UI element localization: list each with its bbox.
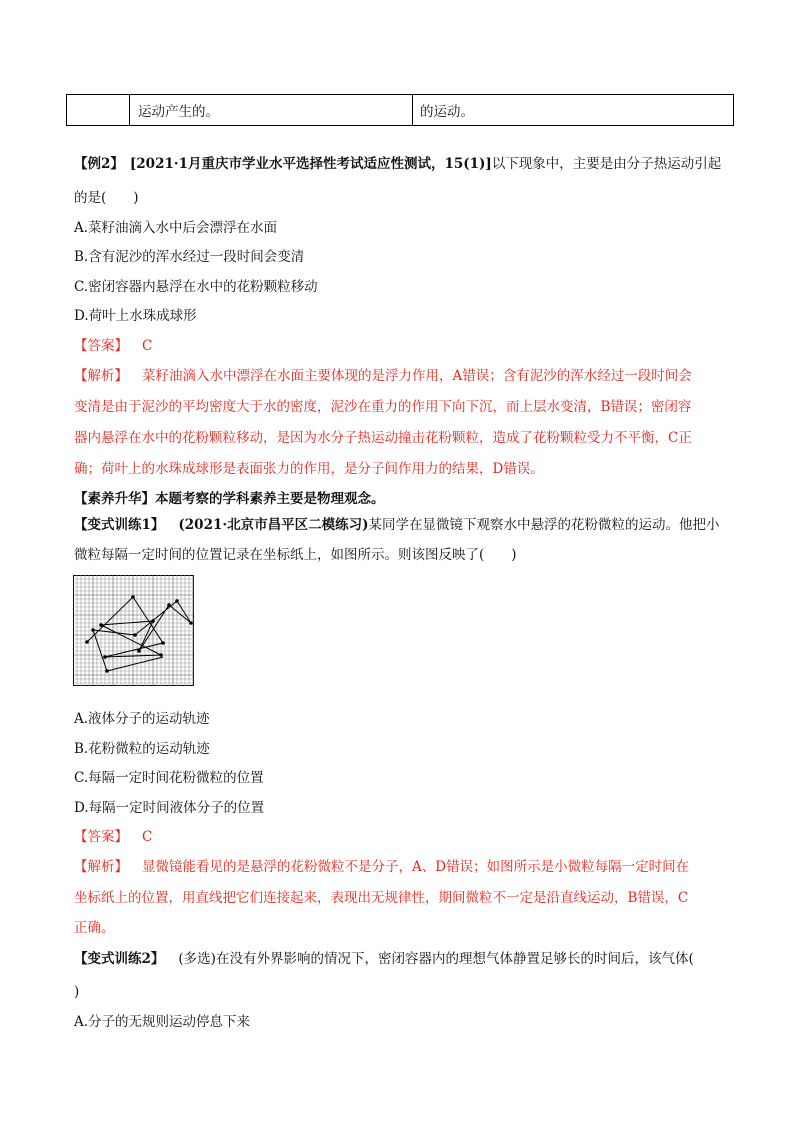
example2-option-d: D.荷叶上水珠成球形: [74, 308, 197, 324]
answer-label: 【答案】: [74, 829, 128, 845]
literacy-note: 【素养升华】本题考察的学科素养主要是物理观念。: [74, 491, 385, 507]
drill1-stem-cont: 微粒每隔一定时间的位置记录在坐标纸上，如图所示。则该图反映了( ): [74, 547, 517, 563]
drill1-option-b: B.花粉微粒的运动轨迹: [74, 741, 210, 757]
drill2-tag: (多选): [178, 951, 216, 967]
drill1-analysis: [74, 857, 689, 877]
table-fragment: [66, 94, 734, 126]
grid-paper-figure: [73, 575, 194, 686]
drill2-stem-cont: ): [74, 984, 80, 1000]
drill1-option-c: C.每隔一定时间花粉微粒的位置: [74, 770, 264, 786]
example2-option-c: C.密闭容器内悬浮在水中的花粉颗粒移动: [74, 279, 318, 295]
analysis-text: 显微镜能看见的是悬浮的花粉微粒不是分子，A、D错误；如图所示是小微粒每隔一定时间在: [142, 859, 690, 875]
example2-option-a: A.菜籽油滴入水中后会漂浮在水面: [74, 220, 278, 236]
example2-stem: 以下现象中，主要是由分子热运动引起: [491, 156, 722, 172]
example2-analysis-line: 器内悬浮在水中的花粉颗粒移动，是因为水分子热运动撞击花粉颗粒，造成了花粉颗粒受力不平衡，C正: [74, 430, 692, 446]
drill1-label: 【变式训练1】: [74, 517, 165, 533]
table-divider: [412, 95, 413, 125]
answer-value: C: [142, 829, 153, 845]
drill2-question: [74, 949, 694, 969]
example2-question: [74, 154, 721, 174]
example2-source: [2021·1月重庆市学业水平选择性考试适应性测试，15(1)]: [129, 156, 492, 172]
example2-option-b: B.含有泥沙的浑水经过一段时间会变清: [74, 249, 305, 265]
drill1-question: [74, 515, 719, 535]
table-cell: 运动产生的。: [138, 104, 219, 120]
analysis-label: 【解析】: [74, 859, 128, 875]
table-divider: [129, 95, 130, 125]
example2-stem-cont: 的是( ): [74, 190, 139, 206]
answer-label: 【答案】: [74, 338, 128, 354]
drill2-label: 【变式训练2】: [74, 951, 165, 967]
drill1-source: (2021·北京市昌平区二模练习): [178, 517, 369, 533]
drill1-option-d: D.每隔一定时间液体分子的位置: [74, 800, 265, 816]
example2-answer: [74, 336, 152, 356]
drill1-answer: [74, 827, 152, 847]
drill1-stem: 某同学在显微镜下观察水中悬浮的花粉微粒的运动。他把小: [368, 517, 720, 533]
example2-analysis-line: 变清是由于泥沙的平均密度大于水的密度，泥沙在重力的作用下向下沉，而上层水变清，B错误；密闭容: [74, 399, 692, 415]
drill1-analysis-line: 正确。: [74, 920, 115, 936]
example2-analysis-line: 确；荷叶上的水珠成球形是表面张力的作用，是分子间作用力的结果，D错误。: [74, 461, 544, 477]
example2-analysis: [74, 366, 692, 386]
drill2-stem: 在没有外界影响的情况下，密闭容器内的理想气体静置足够长的时间后，该气体(: [215, 951, 694, 967]
example2-label: 【例2】: [74, 156, 124, 172]
table-cell: 的运动。: [420, 104, 474, 120]
drill1-analysis-line: 坐标纸上的位置，用直线把它们连接起来，表现出无规律性，期间微粒不一定是沿直线运动，B错误，C: [74, 890, 689, 906]
analysis-label: 【解析】: [74, 368, 128, 384]
analysis-text: 菜籽油滴入水中漂浮在水面主要体现的是浮力作用，A错误；含有泥沙的浑水经过一段时间会: [142, 368, 692, 384]
answer-value: C: [142, 338, 153, 354]
drill2-option-a: A.分子的无规则运动停息下来: [74, 1014, 251, 1030]
drill1-option-a: A.液体分子的运动轨迹: [74, 711, 210, 727]
